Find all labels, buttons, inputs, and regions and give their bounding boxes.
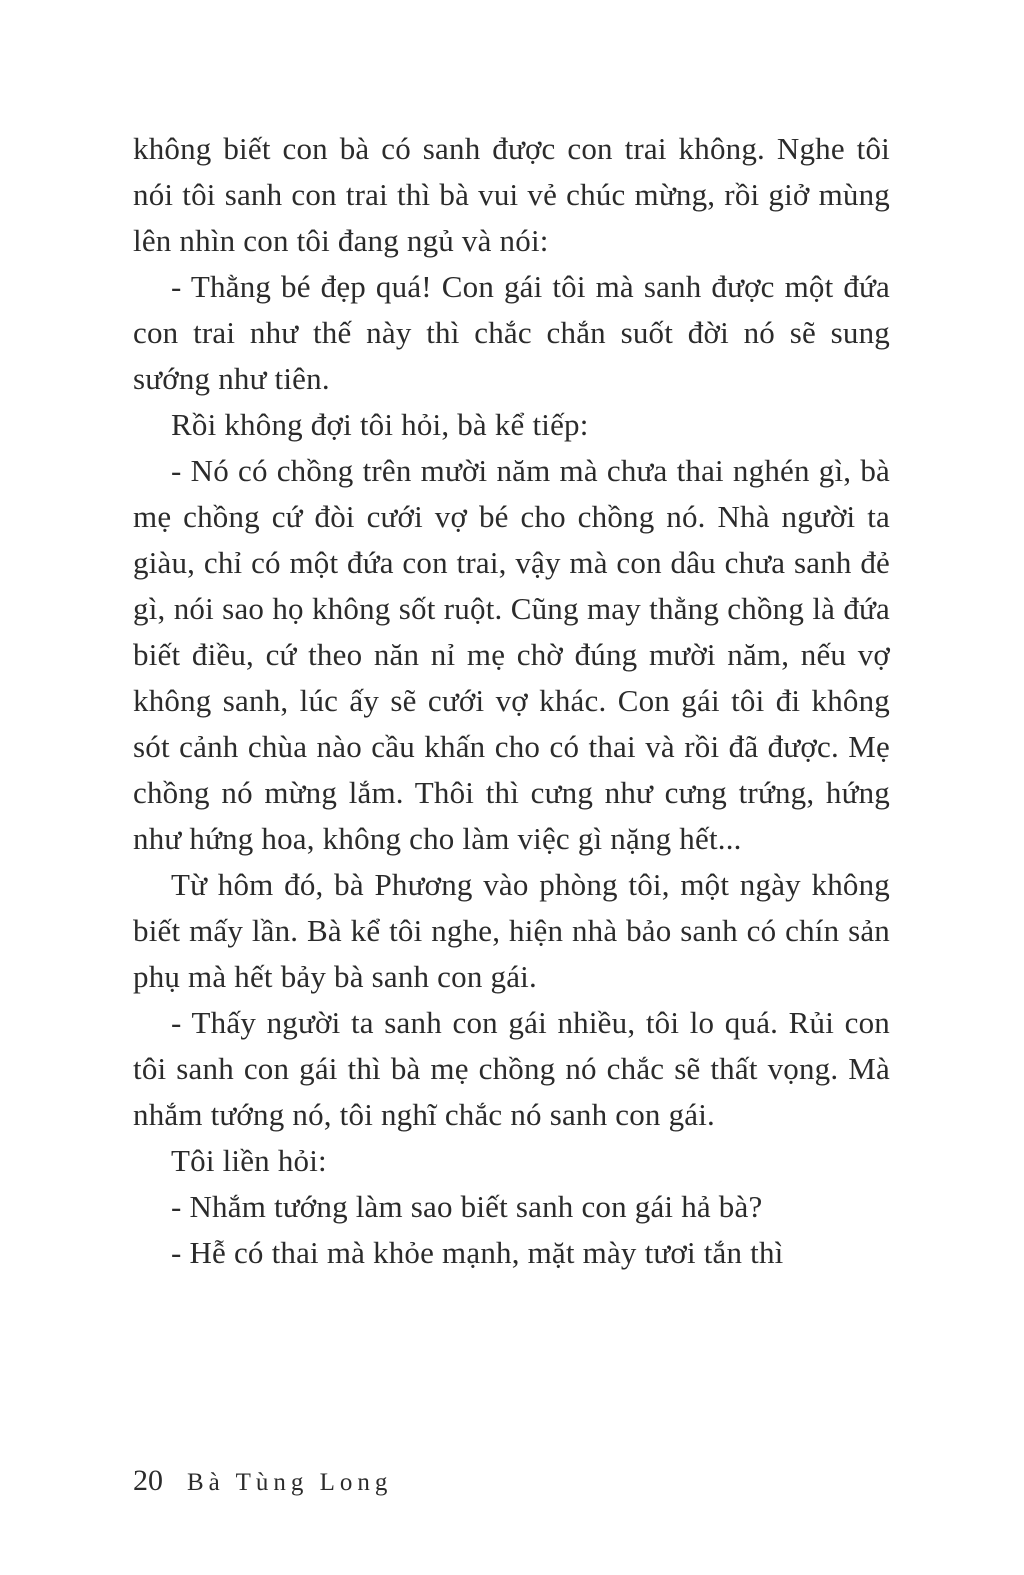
paragraph: - Thấy người ta sanh con gái nhiều, tôi lo quá. Rủi con tôi sanh con gái thì bà mẹ chồng nó chắc sẽ thất vọng. Mà nhắm tướng nó, tôi nghĩ chắc nó sanh con gái.	[133, 1005, 890, 1132]
page-number: 20	[133, 1464, 163, 1497]
paragraph: - Hễ có thai mà khỏe mạnh, mặt mày tươi tắn thì	[171, 1235, 784, 1270]
paragraph: không biết con bà có sanh được con trai không. Nghe tôi nói tôi sanh con trai thì bà vui vẻ chúc mừng, rồi giở mùng lên nhìn con tôi đang ngủ và nói:	[133, 131, 890, 258]
paragraph: Từ hôm đó, bà Phương vào phòng tôi, một ngày không biết mấy lần. Bà kể tôi nghe, hiện nhà bảo sanh có chín sản phụ mà hết bảy bà sanh con gái.	[133, 867, 890, 994]
paragraph: Tôi liền hỏi:	[171, 1143, 327, 1178]
paragraph: Rồi không đợi tôi hỏi, bà kể tiếp:	[171, 407, 589, 442]
paragraph: - Thằng bé đẹp quá! Con gái tôi mà sanh được một đứa con trai như thế này thì chắc chắn suốt đời nó sẽ sung sướng như tiên.	[133, 269, 890, 396]
paragraph: - Nó có chồng trên mười năm mà chưa thai nghén gì, bà mẹ chồng cứ đòi cưới vợ bé cho chồng nó. Nhà người ta giàu, chỉ có một đứa con trai, vậy mà con dâu chưa sanh đẻ gì, nói sao họ không sốt ruột. Cũng may thằng chồng là đứa biết điều, cứ theo năn nỉ mẹ chờ đúng mười năm, nếu vợ không sanh, lúc ấy sẽ cưới vợ khác. Con gái tôi đi không sót cảnh chùa nào cầu khấn cho có thai và rồi đã được. Mẹ chồng nó mừng lắm. Thôi thì cưng như cưng trứng, hứng như hứng hoa, không cho làm việc gì nặng hết...	[133, 453, 890, 856]
page-body	[133, 126, 890, 1276]
page-footer	[133, 1464, 392, 1498]
running-title: Bà Tùng Long	[187, 1469, 393, 1496]
paragraph: - Nhắm tướng làm sao biết sanh con gái hả bà?	[171, 1189, 763, 1224]
